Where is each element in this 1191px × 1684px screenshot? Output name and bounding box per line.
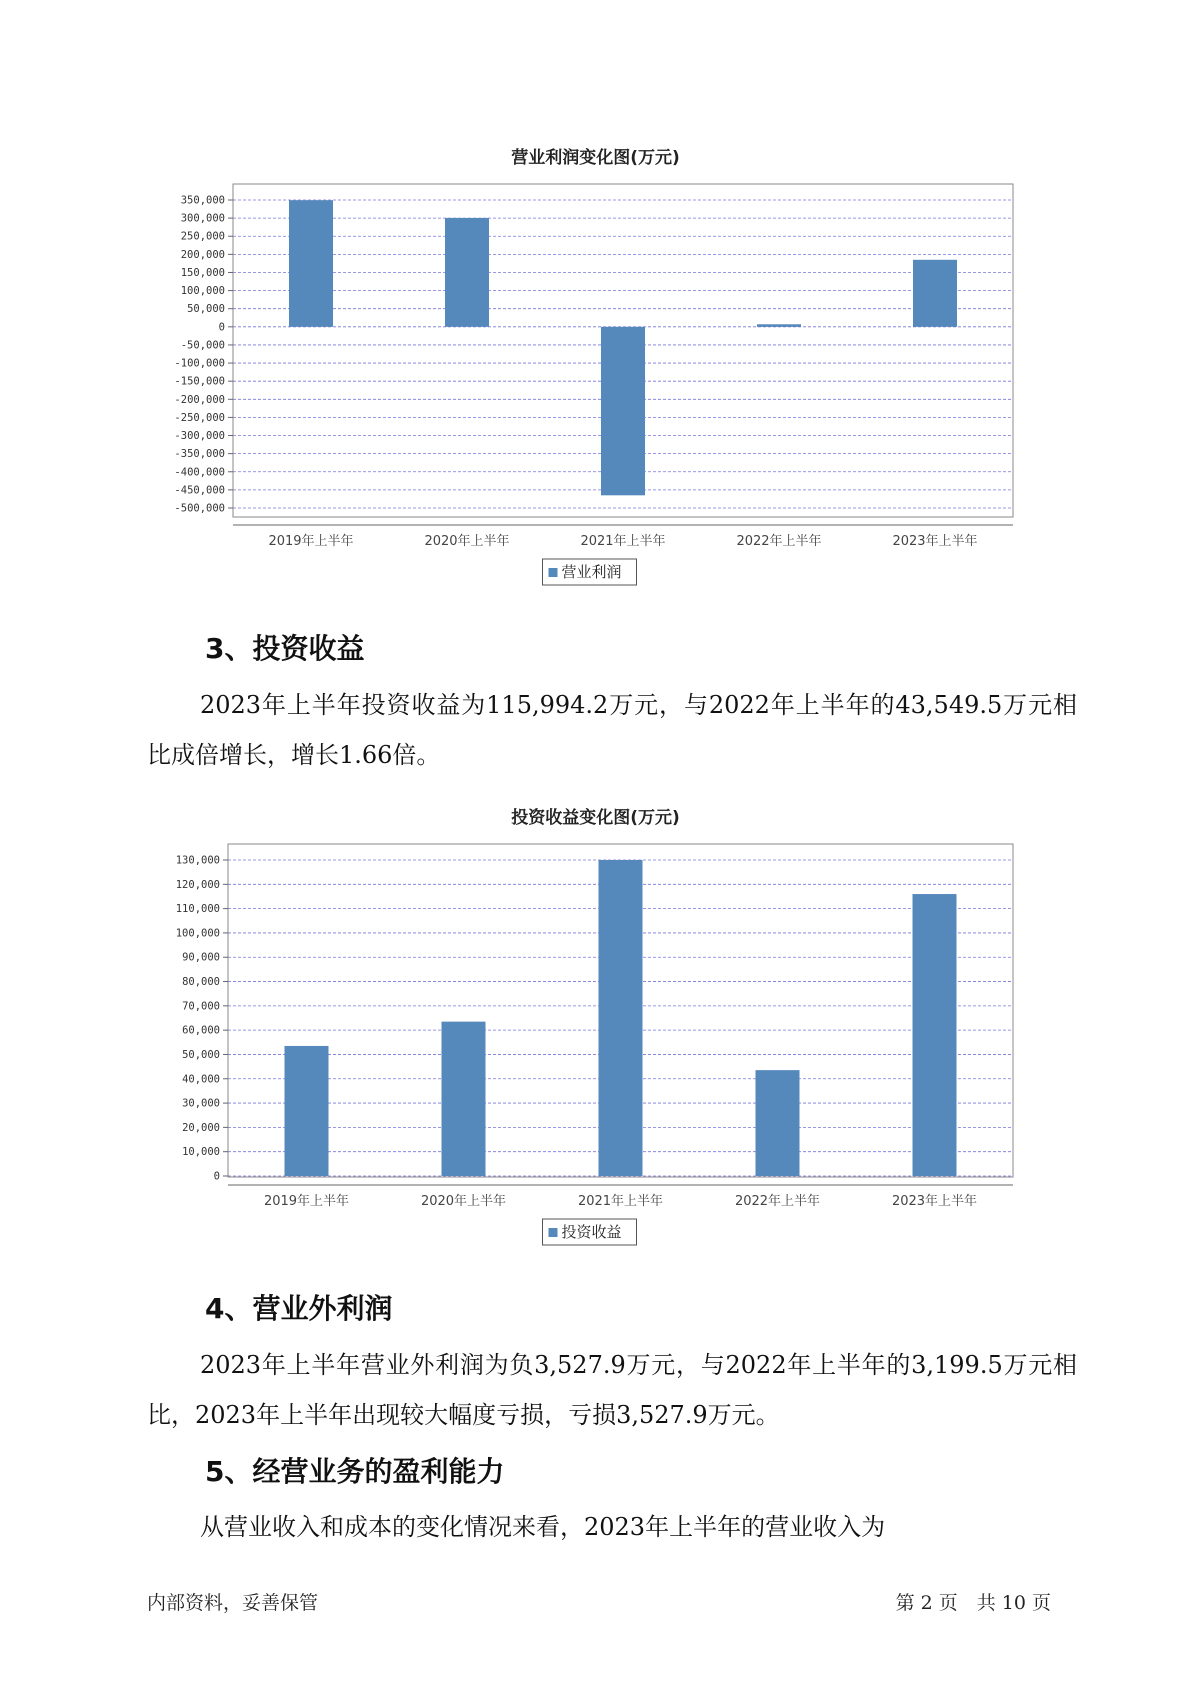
section-5-heading: 5、经营业务的盈利能力 <box>205 1455 505 1488</box>
profit-y-tick-label: -100,000 <box>174 357 225 370</box>
investment-x-tick-label: 2020年上半年 <box>420 1194 507 1209</box>
profit-y-tick-label: -450,000 <box>174 484 225 497</box>
profit-x-tick-label: 2023年上半年 <box>892 534 978 549</box>
profit-y-tick-label: -200,000 <box>174 393 225 406</box>
investment-y-tick-label: 10,000 <box>182 1146 220 1159</box>
section-3-heading: 3、投资收益 <box>205 632 365 665</box>
profit-x-tick-label: 2019年上半年 <box>268 534 354 549</box>
profit-y-tick-label: -500,000 <box>174 502 225 515</box>
investment-bar <box>442 1022 486 1176</box>
profit-y-tick-label: 100,000 <box>180 285 225 298</box>
investment-y-tick-label: 100,000 <box>175 927 220 940</box>
investment-x-tick-label: 2019年上半年 <box>263 1194 350 1209</box>
profit-y-tick-label: -150,000 <box>174 375 225 388</box>
investment-y-tick-label: 30,000 <box>182 1097 220 1110</box>
profit-legend-label: 营业利润 <box>561 563 622 581</box>
investment-y-tick-label: 0 <box>213 1170 220 1183</box>
investment-y-tick-label: 40,000 <box>182 1073 220 1086</box>
profit-bar <box>445 218 489 327</box>
investment-legend-label: 投资收益 <box>561 1223 622 1241</box>
investment-y-tick-label: 70,000 <box>182 1000 220 1013</box>
investment-y-tick-label: 60,000 <box>182 1024 220 1037</box>
investment-legend-swatch <box>549 1228 558 1237</box>
investment-y-tick-label: 120,000 <box>175 878 220 891</box>
profit-bar <box>913 260 957 327</box>
profit-y-tick-label: -350,000 <box>174 448 225 461</box>
footer-page-number: 第 2 页 共 10 页 <box>895 1592 1051 1614</box>
investment-bar <box>756 1070 800 1176</box>
investment-y-tick-label: 110,000 <box>175 903 220 916</box>
profit-y-tick-label: 200,000 <box>180 248 225 261</box>
section-5-paragraph: 从营业收入和成本的变化情况来看，2023年上半年的营业收入为 <box>200 1513 886 1541</box>
investment-y-tick-label: 20,000 <box>182 1121 220 1134</box>
profit-y-tick-label: 350,000 <box>180 194 225 207</box>
investment-y-tick-label: 50,000 <box>182 1048 220 1061</box>
profit-y-tick-label: 50,000 <box>187 303 225 316</box>
profit-bar <box>289 200 333 327</box>
section-4-heading: 4、营业外利润 <box>205 1292 393 1325</box>
section-4-paragraph: 2023年上半年营业外利润为负3,527.9万元，与2022年上半年的3,199.5万元相比，2023年上半年出现较大幅度亏损，亏损3,527.9万元。 <box>147 1351 1077 1429</box>
section-3-paragraph: 2023年上半年投资收益为115,994.2万元，与2022年上半年的43,549.5万元相比成倍增长，增长1.66倍。 <box>147 691 1077 769</box>
profit-x-tick-label: 2022年上半年 <box>736 534 822 549</box>
profit-bar <box>601 327 645 495</box>
investment-y-tick-label: 130,000 <box>175 854 220 867</box>
profit-y-tick-label: 300,000 <box>180 212 225 225</box>
chart2-title: 投资收益变化图(万元) <box>511 808 680 828</box>
profit-y-tick-label: -50,000 <box>180 339 225 352</box>
profit-x-tick-label: 2020年上半年 <box>424 534 510 549</box>
chart1-title: 营业利润变化图(万元) <box>511 148 680 168</box>
investment-x-tick-label: 2022年上半年 <box>734 1194 821 1209</box>
investment-bar <box>285 1046 329 1176</box>
investment-bar <box>913 894 957 1176</box>
investment-income-chart <box>0 830 1191 1250</box>
investment-bar <box>599 860 643 1176</box>
profit-y-tick-label: -300,000 <box>174 430 225 443</box>
investment-y-tick-label: 90,000 <box>182 951 220 964</box>
profit-y-tick-label: -400,000 <box>174 466 225 479</box>
profit-bar <box>757 324 801 327</box>
investment-x-tick-label: 2023年上半年 <box>891 1194 978 1209</box>
profit-y-tick-label: 250,000 <box>180 230 225 243</box>
investment-x-tick-label: 2021年上半年 <box>577 1194 664 1209</box>
profit-legend-swatch <box>549 568 558 577</box>
investment-y-tick-label: 80,000 <box>182 976 220 989</box>
footer-confidential-note: 内部资料，妥善保管 <box>147 1592 319 1614</box>
profit-x-tick-label: 2021年上半年 <box>580 534 666 549</box>
operating-profit-chart <box>0 170 1191 590</box>
profit-y-tick-label: 0 <box>218 321 225 334</box>
profit-y-tick-label: -250,000 <box>174 411 225 424</box>
profit-y-tick-label: 150,000 <box>180 266 225 279</box>
